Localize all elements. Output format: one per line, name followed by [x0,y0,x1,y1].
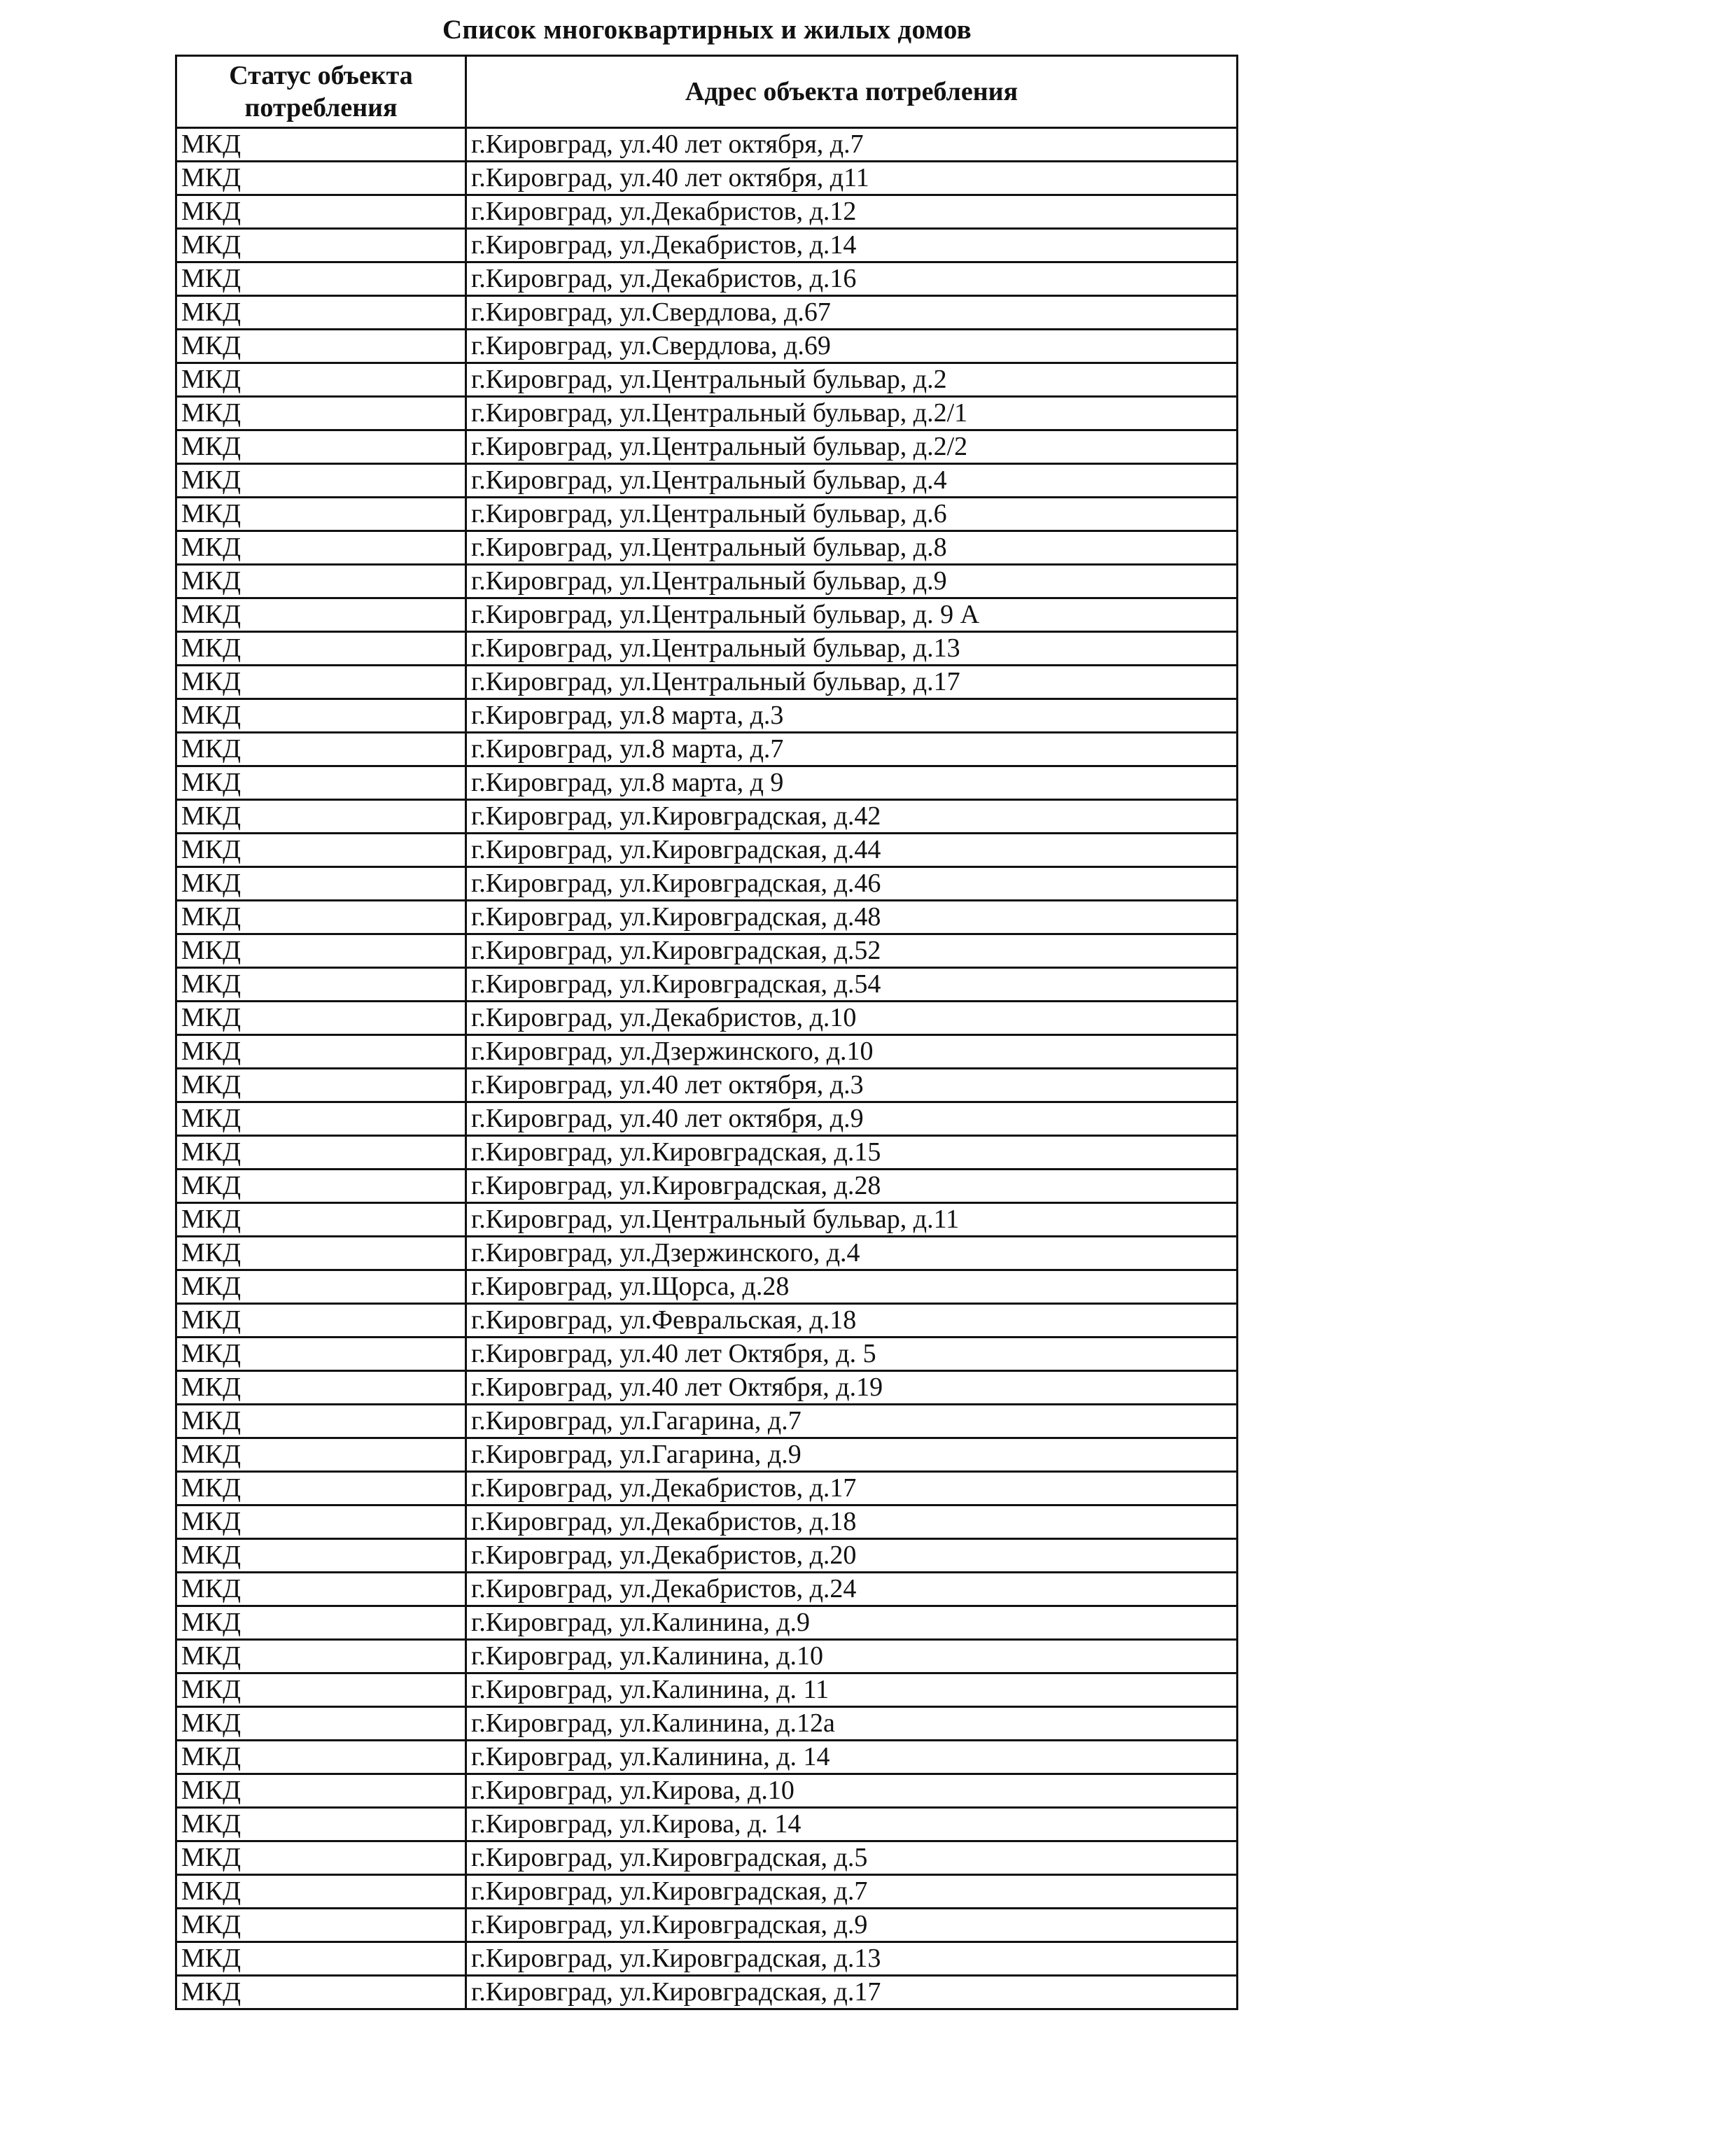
table-row [176,1069,1238,1102]
table-row [176,1942,1238,1976]
address-cell: г.Кировград, ул.40 лет октября, д.7 [466,128,1238,162]
table-row [176,766,1238,800]
address-cell: г.Кировград, ул.8 марта, д.3 [466,699,1238,733]
address-cell: г.Кировград, ул.Кировградская, д.5 [466,1841,1238,1875]
table-row [176,598,1238,632]
buildings-table [175,55,1238,2010]
status-cell: МКД [176,565,466,598]
table-row [176,262,1238,296]
table-row [176,901,1238,934]
table-row [176,1909,1238,1942]
address-cell: г.Кировград, ул.Кирова, д.10 [466,1774,1238,1808]
status-cell: МКД [176,1606,466,1640]
address-cell: г.Кировград, ул.Декабристов, д.18 [466,1505,1238,1539]
status-cell: МКД [176,531,466,565]
table-row [176,632,1238,666]
address-cell: г.Кировград, ул.Декабристов, д.10 [466,1002,1238,1035]
address-cell: г.Кировград, ул.40 лет октября, д.3 [466,1069,1238,1102]
address-cell: г.Кировград, ул.Кировградская, д.13 [466,1942,1238,1976]
address-cell: г.Кировград, ул.Декабристов, д.14 [466,229,1238,262]
status-cell: МКД [176,296,466,330]
table-row [176,1875,1238,1909]
status-cell: МКД [176,598,466,632]
status-cell: МКД [176,901,466,934]
table-row [176,296,1238,330]
address-cell: г.Кировград, ул.Центральный бульвар, д.2/1 [466,397,1238,430]
address-cell: г.Кировград, ул.Кировградская, д.28 [466,1170,1238,1203]
address-cell: г.Кировград, ул.Кировградская, д.46 [466,867,1238,901]
address-cell: г.Кировград, ул.Центральный бульвар, д.2/2 [466,430,1238,464]
address-cell: г.Кировград, ул.Декабристов, д.12 [466,195,1238,229]
address-cell: г.Кировград, ул.40 лет Октября, д.19 [466,1371,1238,1405]
table-row [176,1606,1238,1640]
table-row [176,1505,1238,1539]
status-cell: МКД [176,934,466,968]
address-cell: г.Кировград, ул.Кировградская, д.9 [466,1909,1238,1942]
status-cell: МКД [176,464,466,498]
status-cell: МКД [176,1102,466,1136]
table-row [176,1707,1238,1741]
address-cell: г.Кировград, ул.Февральская, д.18 [466,1304,1238,1338]
table-row [176,1270,1238,1304]
table-row [176,128,1238,162]
table-row [176,968,1238,1002]
table-row [176,666,1238,699]
table-row [176,1741,1238,1774]
status-cell: МКД [176,834,466,867]
status-cell: МКД [176,1069,466,1102]
header-status: Статус объекта потребления [176,56,466,128]
status-cell: МКД [176,195,466,229]
status-cell: МКД [176,363,466,397]
page-title: Список многоквартирных и жилых домов [442,15,972,45]
address-cell: г.Кировград, ул.Кировградская, д.17 [466,1976,1238,2009]
status-cell: МКД [176,1035,466,1069]
address-cell: г.Кировград, ул.Гагарина, д.7 [466,1405,1238,1438]
address-cell: г.Кировград, ул.Кировградская, д.42 [466,800,1238,834]
address-cell: г.Кировград, ул.Щорса, д.28 [466,1270,1238,1304]
status-cell: МКД [176,699,466,733]
status-cell: МКД [176,1673,466,1707]
table-row [176,1237,1238,1270]
address-cell: г.Кировград, ул.Центральный бульвар, д.9 [466,565,1238,598]
status-cell: МКД [176,766,466,800]
address-cell: г.Кировград, ул.Дзержинского, д.10 [466,1035,1238,1069]
address-cell: г.Кировград, ул.Декабристов, д.20 [466,1539,1238,1573]
table-row [176,363,1238,397]
status-cell: МКД [176,229,466,262]
status-cell: МКД [176,1505,466,1539]
status-cell: МКД [176,1539,466,1573]
status-cell: МКД [176,1741,466,1774]
status-cell: МКД [176,800,466,834]
address-cell: г.Кировград, ул.Свердлова, д.69 [466,330,1238,363]
status-cell: МКД [176,632,466,666]
address-cell: г.Кировград, ул.Кировградская, д.7 [466,1875,1238,1909]
table-row [176,430,1238,464]
table-row [176,1841,1238,1875]
status-cell: МКД [176,1875,466,1909]
table-row [176,565,1238,598]
status-cell: МКД [176,1808,466,1841]
address-cell: г.Кировград, ул.Кировградская, д.54 [466,968,1238,1002]
status-cell: МКД [176,1976,466,2009]
table-row [176,1002,1238,1035]
table-row [176,1035,1238,1069]
status-cell: МКД [176,1002,466,1035]
address-cell: г.Кировград, ул.Свердлова, д.67 [466,296,1238,330]
status-cell: МКД [176,733,466,766]
status-cell: МКД [176,666,466,699]
status-cell: МКД [176,1707,466,1741]
status-cell: МКД [176,1170,466,1203]
status-cell: МКД [176,1304,466,1338]
status-cell: МКД [176,162,466,195]
table-row [176,1808,1238,1841]
table-row [176,733,1238,766]
address-cell: г.Кировград, ул.Декабристов, д.17 [466,1472,1238,1505]
address-cell: г.Кировград, ул.40 лет октября, д.9 [466,1102,1238,1136]
status-cell: МКД [176,1774,466,1808]
table-row [176,1573,1238,1606]
address-cell: г.Кировград, ул.Центральный бульвар, д.6 [466,498,1238,531]
address-cell: г.Кировград, ул.Кирова, д. 14 [466,1808,1238,1841]
header-address: Адрес объекта потребления [466,56,1238,128]
status-cell: МКД [176,1472,466,1505]
address-cell: г.Кировград, ул.40 лет Октября, д. 5 [466,1338,1238,1371]
address-cell: г.Кировград, ул.Кировградская, д.52 [466,934,1238,968]
table-row [176,1203,1238,1237]
table-row [176,464,1238,498]
address-cell: г.Кировград, ул.Дзержинского, д.4 [466,1237,1238,1270]
status-cell: МКД [176,498,466,531]
address-cell: г.Кировград, ул.40 лет октября, д11 [466,162,1238,195]
table-row [176,498,1238,531]
status-cell: МКД [176,128,466,162]
status-cell: МКД [176,330,466,363]
status-cell: МКД [176,430,466,464]
address-cell: г.Кировград, ул.Калинина, д. 14 [466,1741,1238,1774]
status-cell: МКД [176,397,466,430]
address-cell: г.Кировград, ул.Кировградская, д.48 [466,901,1238,934]
status-cell: МКД [176,1203,466,1237]
address-cell: г.Кировград, ул.Кировградская, д.15 [466,1136,1238,1170]
table-row [176,1304,1238,1338]
address-cell: г.Кировград, ул.Декабристов, д.16 [466,262,1238,296]
status-cell: МКД [176,1371,466,1405]
address-cell: г.Кировград, ул.8 марта, д.7 [466,733,1238,766]
address-cell: г.Кировград, ул.Центральный бульвар, д.11 [466,1203,1238,1237]
status-cell: МКД [176,1237,466,1270]
table-row [176,1673,1238,1707]
table-row [176,699,1238,733]
table-row [176,1405,1238,1438]
address-cell: г.Кировград, ул.Кировградская, д.44 [466,834,1238,867]
table-row [176,1774,1238,1808]
status-cell: МКД [176,1405,466,1438]
address-cell: г.Кировград, ул.Калинина, д.9 [466,1606,1238,1640]
address-cell: г.Кировград, ул.Калинина, д.12а [466,1707,1238,1741]
table-row [176,1976,1238,2009]
status-cell: МКД [176,1942,466,1976]
table-row [176,934,1238,968]
status-cell: МКД [176,1270,466,1304]
table-row [176,1136,1238,1170]
table-row [176,229,1238,262]
table-row [176,397,1238,430]
status-cell: МКД [176,1841,466,1875]
address-cell: г.Кировград, ул.Центральный бульвар, д.13 [466,632,1238,666]
table-row [176,800,1238,834]
address-cell: г.Кировград, ул.Центральный бульвар, д.8 [466,531,1238,565]
table-row [176,162,1238,195]
address-cell: г.Кировград, ул.Центральный бульвар, д.17 [466,666,1238,699]
table-row [176,1170,1238,1203]
status-cell: МКД [176,262,466,296]
table-row [176,834,1238,867]
address-cell: г.Кировград, ул.Центральный бульвар, д.4 [466,464,1238,498]
status-cell: МКД [176,1136,466,1170]
status-cell: МКД [176,1909,466,1942]
table-body [176,128,1238,2009]
table-row [176,195,1238,229]
status-cell: МКД [176,867,466,901]
table-row [176,1371,1238,1405]
table-row [176,531,1238,565]
status-cell: МКД [176,1438,466,1472]
address-cell: г.Кировград, ул.Гагарина, д.9 [466,1438,1238,1472]
address-cell: г.Кировград, ул.Декабристов, д.24 [466,1573,1238,1606]
address-cell: г.Кировград, ул.Калинина, д. 11 [466,1673,1238,1707]
address-cell: г.Кировград, ул.Центральный бульвар, д.2 [466,363,1238,397]
table-row [176,1539,1238,1573]
status-cell: МКД [176,968,466,1002]
status-cell: МКД [176,1338,466,1371]
table-row [176,1640,1238,1673]
status-cell: МКД [176,1640,466,1673]
table-header-row [176,56,1238,128]
table-row [176,1472,1238,1505]
table-row [176,1438,1238,1472]
table-row [176,1338,1238,1371]
table-row [176,867,1238,901]
table-row [176,330,1238,363]
table-row [176,1102,1238,1136]
address-cell: г.Кировград, ул.8 марта, д 9 [466,766,1238,800]
address-cell: г.Кировград, ул.Калинина, д.10 [466,1640,1238,1673]
address-cell: г.Кировград, ул.Центральный бульвар, д. 9 А [466,598,1238,632]
status-cell: МКД [176,1573,466,1606]
